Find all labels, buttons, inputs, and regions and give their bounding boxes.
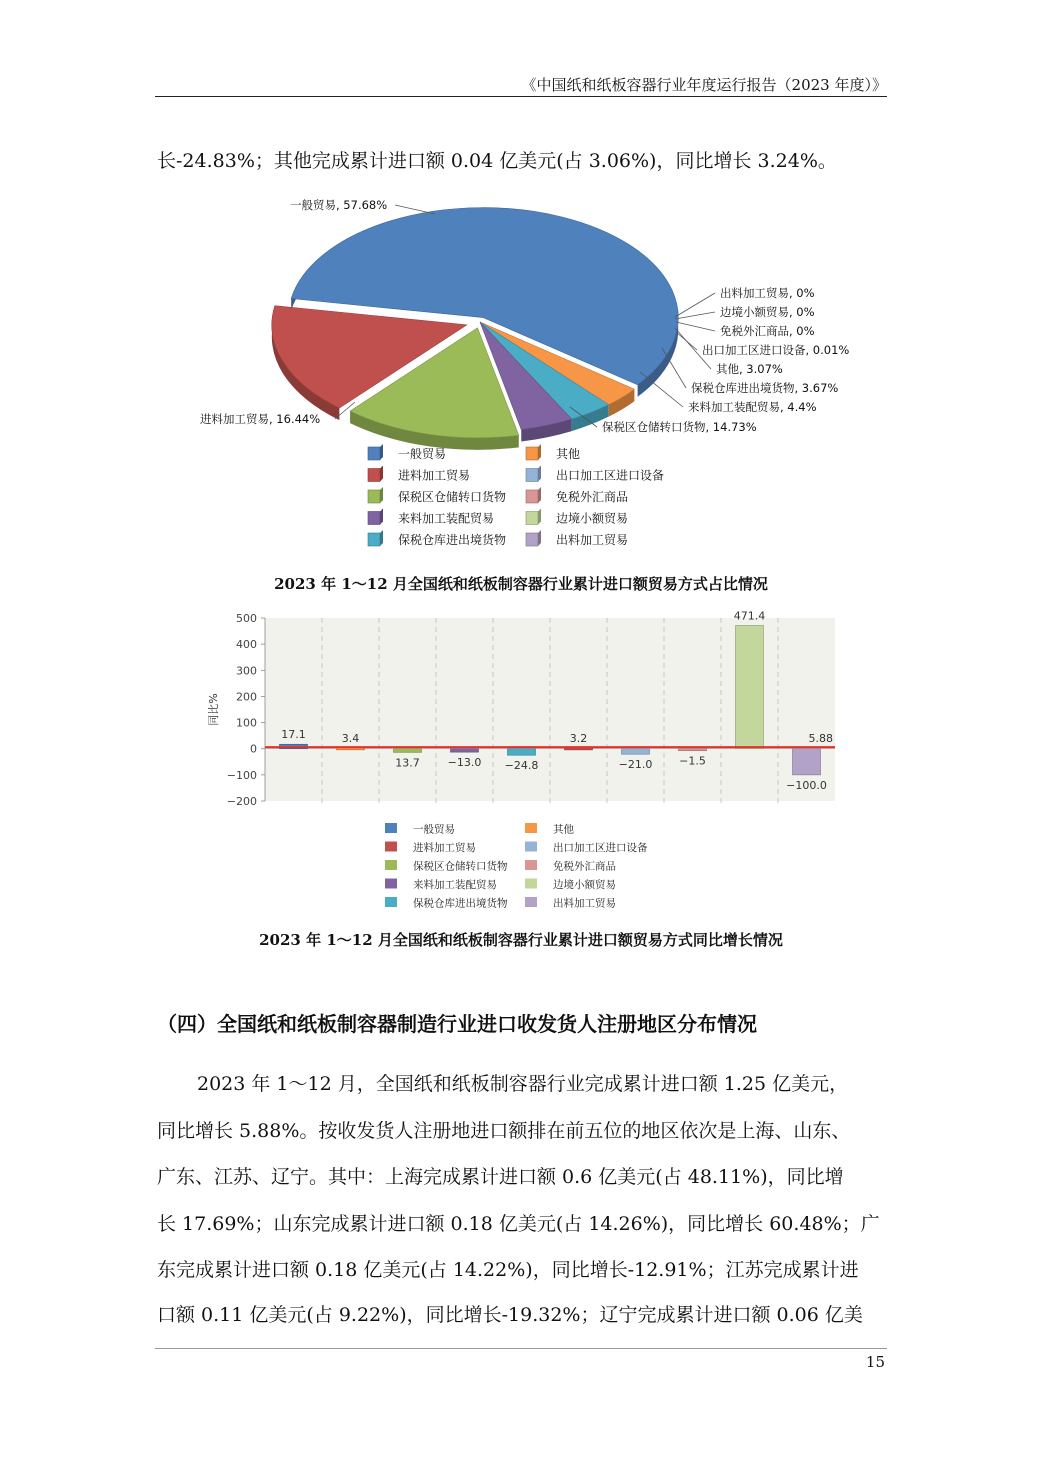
legend-swatch-side [538,466,541,482]
legend-swatch [525,842,537,852]
bar-data-label: −21.0 [618,758,653,772]
page-number: 15 [865,1353,885,1371]
pie-leader-line [676,332,697,350]
legend-label: 保税仓库进出境货物 [398,533,507,547]
legend-label: 出料加工贸易 [556,533,629,547]
paragraph-line: 2023 年 1～12 月，全国纸和纸板制容器行业完成累计进口额 1.25 亿美元， [197,1073,849,1095]
legend-label: 出口加工区进口设备 [553,842,648,854]
bar [508,749,536,755]
pie-data-label: 保税仓库进出境货物, 3.67% [691,381,839,395]
pie-chart-caption: 2023 年 1～12 月全国纸和纸板制容器行业累计进口额贸易方式占比情况 [274,575,768,593]
legend-swatch-side [380,466,383,482]
legend-label: 边境小额贸易 [556,511,629,526]
legend-label: 出料加工贸易 [553,897,616,910]
legend-swatch [385,879,397,889]
legend-swatch [368,469,380,482]
pie-chart [150,192,890,558]
y-tick-label: 100 [236,716,257,730]
legend-label: 出口加工区进口设备 [556,468,665,483]
legend-label: 一般贸易 [413,823,455,836]
y-tick-label: 200 [236,690,257,704]
legend-label: 保税区仓储转口货物 [398,490,507,504]
legend-label: 保税区仓储转口货物 [413,860,508,873]
legend-swatch [385,842,397,852]
bar [451,749,479,752]
y-axis-label: 同比% [207,693,220,726]
bar-chart [195,603,845,915]
pie-data-label: 保税区仓储转口货物, 14.73% [602,420,757,434]
bar-data-label: −13.0 [447,756,482,770]
reference-line-label: 5.88 [808,732,833,746]
y-tick-label: −200 [226,795,257,808]
y-tick-label: 400 [236,638,257,652]
y-tick-label: 300 [236,664,257,678]
pie-data-label: 出口加工区进口设备, 0.01% [702,343,850,357]
legend-label: 保税仓库进出境货物 [413,897,508,910]
legend-swatch-side [538,530,541,546]
y-tick-label: −100 [226,768,257,782]
legend-label: 一般贸易 [398,447,447,461]
paragraph-line: 广东、江苏、辽宁。其中：上海完成累计进口额 0.6 亿美元(占 48.11%)，同比增 [157,1166,844,1188]
pie-data-label: 其他, 3.07% [716,362,783,376]
header-rule [155,96,887,97]
legend-label: 免税外汇商品 [553,860,616,873]
bar-chart-caption: 2023 年 1～12 月全国纸和纸板制容器行业累计进口额贸易方式同比增长情况 [259,931,783,949]
legend-swatch-side [380,487,383,503]
legend-swatch-side [538,444,541,460]
bar [736,625,764,748]
bar-data-label: −1.5 [679,754,706,768]
legend-label: 其他 [553,823,574,836]
legend-swatch-side [380,509,383,525]
bar [565,748,593,750]
bar-data-label: 13.7 [395,756,420,770]
paragraph-line: 长 17.69%；山东完成累计进口额 0.18 亿美元(占 14.26%)，同比增长 60.48%；广 [157,1213,880,1235]
legend-label: 其他 [556,447,581,461]
pie-leader-line [676,322,715,331]
bar [622,749,650,754]
legend-swatch [368,447,380,460]
bar [679,749,707,751]
legend-swatch [368,533,380,546]
pie-leader-line [395,205,435,214]
legend-swatch [368,490,380,503]
legend-swatch [526,469,538,482]
legend-label: 免税外汇商品 [556,490,629,504]
pie-data-label: 一般贸易, 57.68% [290,198,388,212]
bar-data-label: 3.2 [569,731,588,745]
legend-swatch [385,860,397,870]
bar [394,749,422,753]
pie-data-label: 进料加工贸易, 16.44% [200,412,321,426]
pie-data-label: 出料加工贸易, 0% [720,286,815,300]
legend-swatch-side [380,530,383,546]
legend-swatch [368,512,380,525]
legend-label: 边境小额贸易 [553,879,616,891]
legend-swatch [385,823,397,833]
legend-label: 来料加工装配贸易 [398,511,495,526]
legend-swatch [525,879,537,889]
footer-rule [155,1348,887,1349]
legend-swatch [525,897,537,907]
legend-swatch [526,533,538,546]
bar [793,749,821,775]
legend-swatch [526,447,538,460]
legend-label: 来料加工装配贸易 [413,879,497,891]
paragraph-line: 东完成累计进口额 0.18 亿美元(占 14.22%)，同比增长-12.91%；江苏完成累计进 [157,1259,859,1281]
bar-data-label: 17.1 [281,728,306,742]
legend-swatch-side [538,487,541,503]
legend-label: 进料加工贸易 [398,468,471,483]
legend-swatch-side [538,509,541,525]
pie-data-label: 来料加工装配贸易, 4.4% [688,400,817,414]
bar-data-label: −100.0 [786,778,827,792]
continued-paragraph-line: 长-24.83%；其他完成累计进口额 0.04 亿美元(占 3.06%)，同比增长 3.24%。 [157,150,837,172]
running-header: 《中国纸和纸板容器行业年度运行报告（2023 年度）》 [521,76,887,94]
legend-swatch-side [380,444,383,460]
y-tick-label: 500 [236,612,257,625]
legend-swatch [526,490,538,503]
legend-swatch [385,897,397,907]
pie-data-label: 边境小额贸易, 0% [720,305,815,319]
paragraph-line: 口额 0.11 亿美元(占 9.22%)，同比增长-19.32%；辽宁完成累计进口额 0.06 亿美 [157,1304,863,1326]
legend-swatch [525,823,537,833]
bar-data-label: 471.4 [733,609,766,623]
pie-data-label: 免税外汇商品, 0% [720,324,815,338]
paragraph-line: 同比增长 5.88%。按收发货人注册地进口额排在前五位的地区依次是上海、山东、 [157,1120,851,1142]
bar-data-label: 3.4 [341,731,360,745]
section-heading: （四）全国纸和纸板制容器制造行业进口收发货人注册地区分布情况 [157,1012,757,1036]
legend-swatch [525,860,537,870]
y-tick-label: 0 [250,742,257,756]
bar-data-label: −24.8 [504,759,539,773]
legend-swatch [526,512,538,525]
legend-label: 进料加工贸易 [413,842,476,854]
